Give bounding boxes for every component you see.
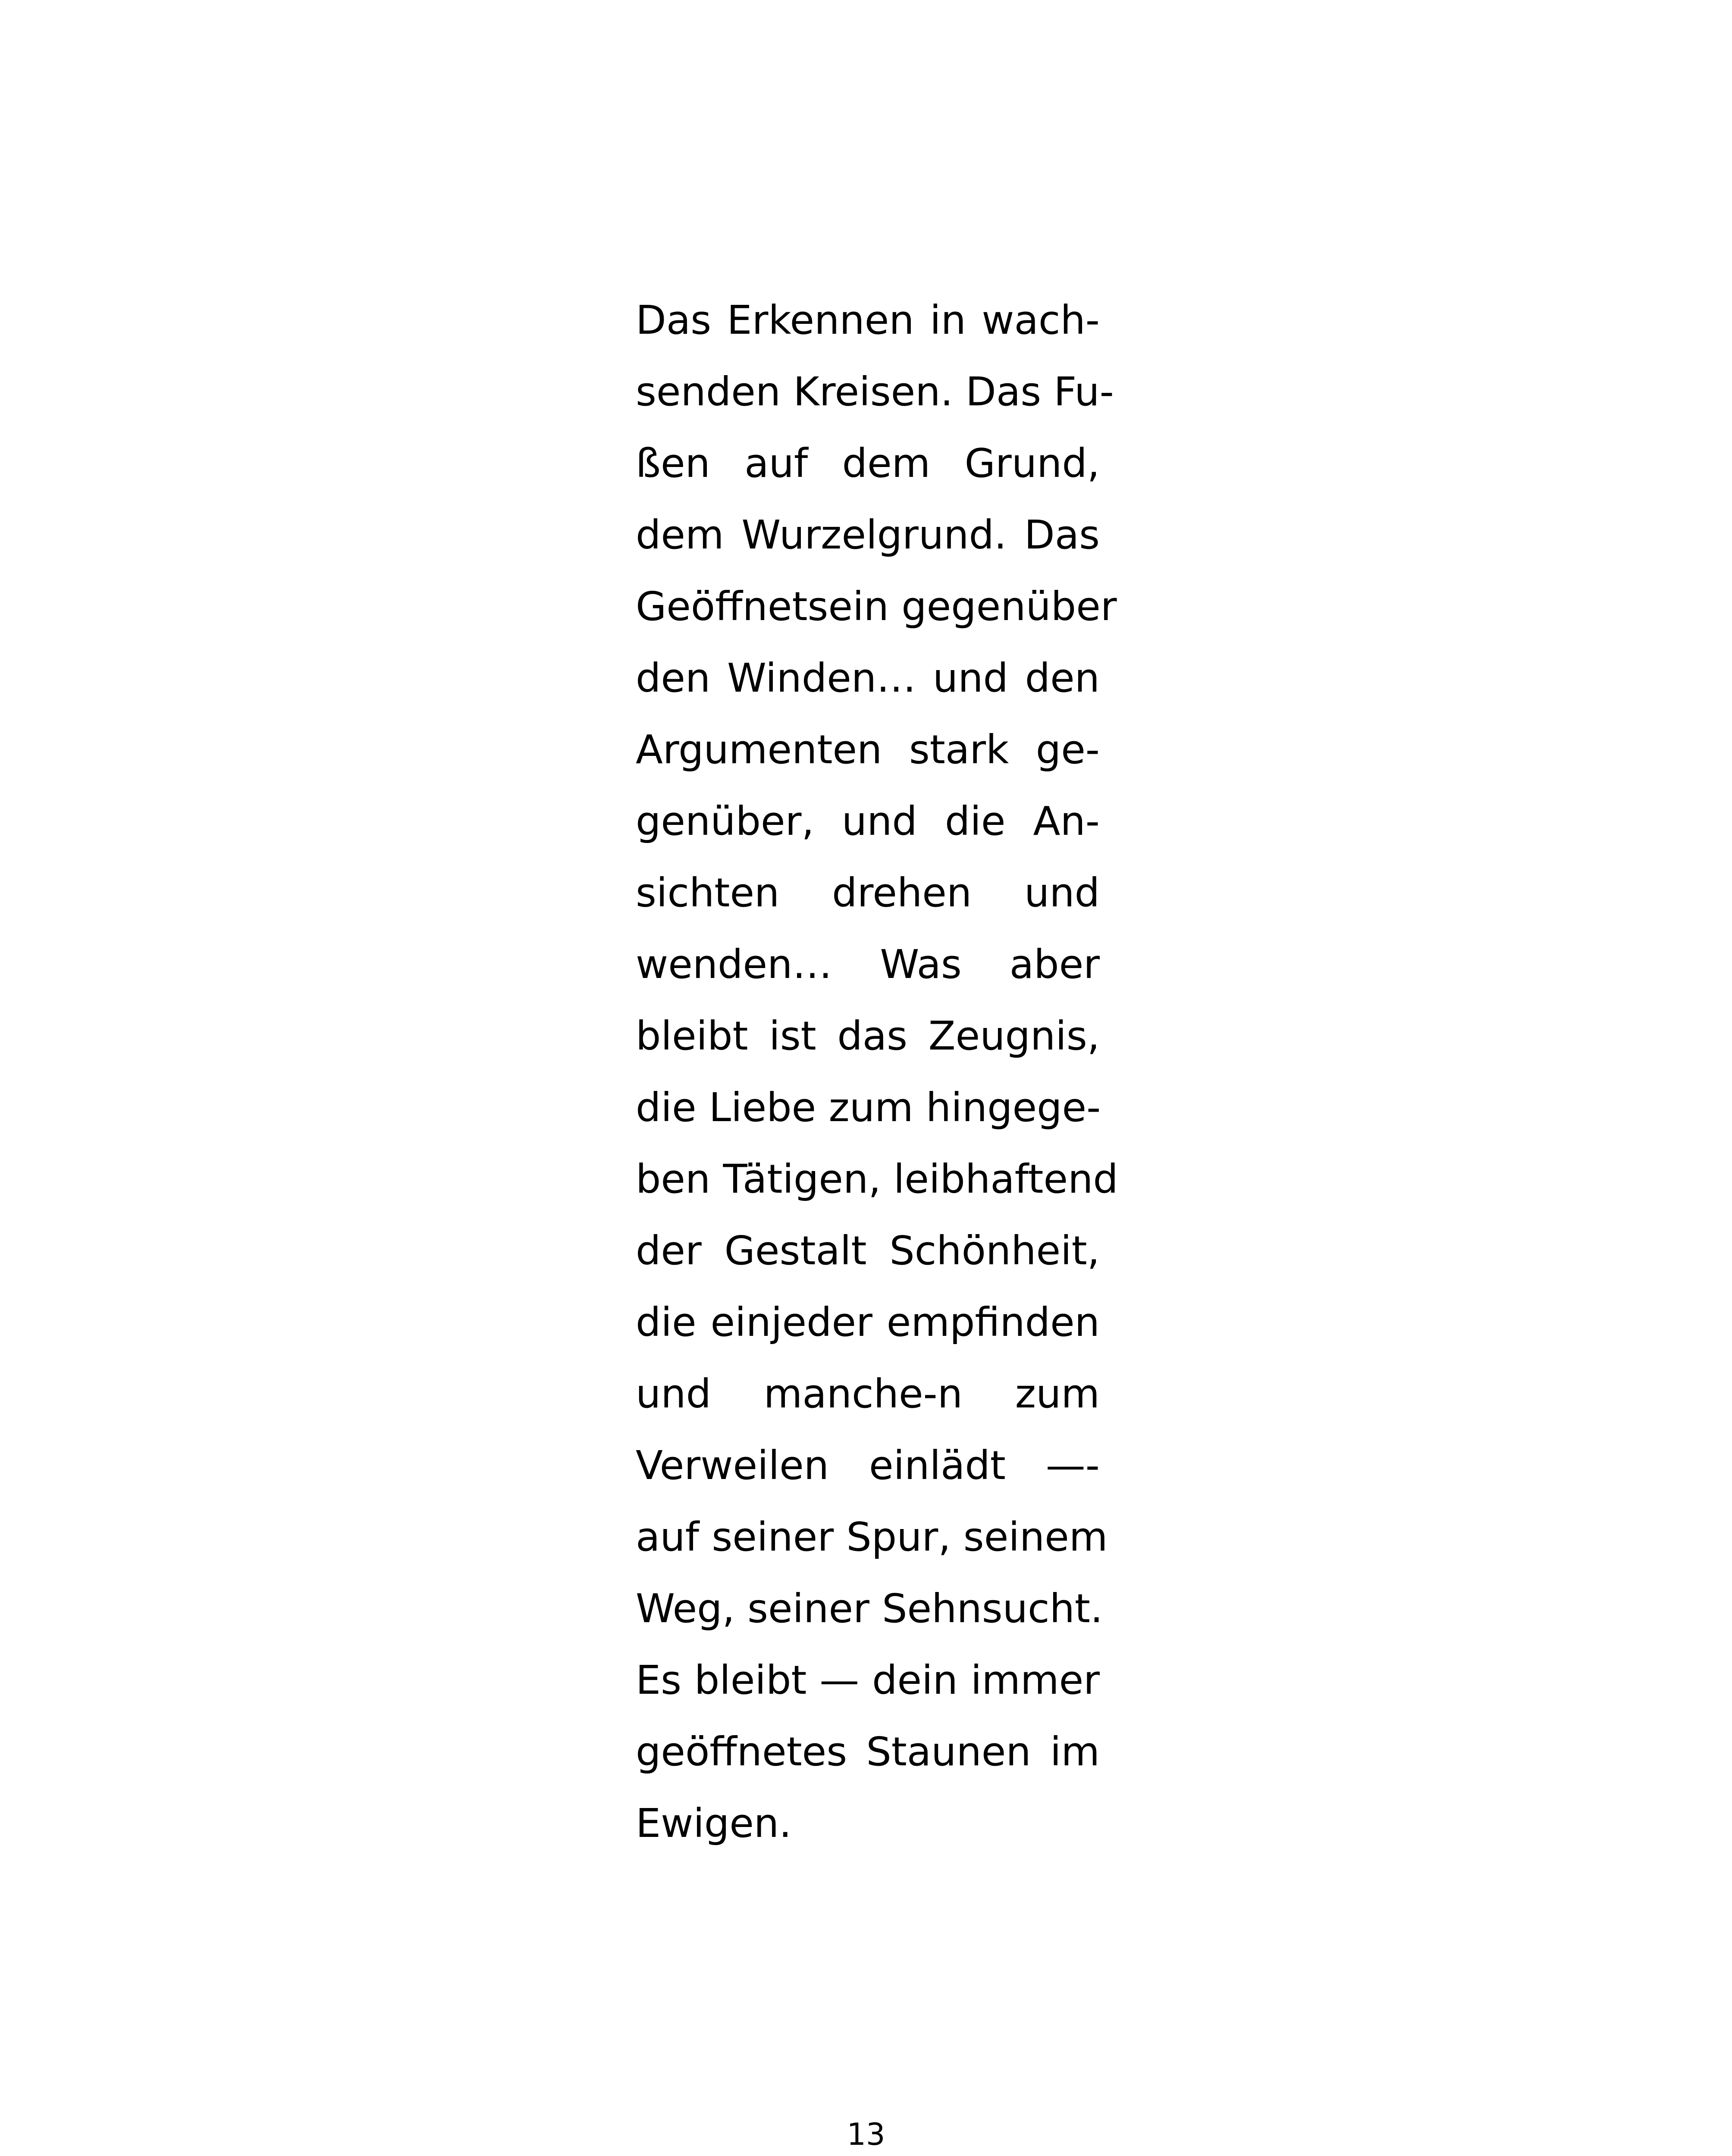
text-line: Ewigen. xyxy=(636,1800,792,1846)
text-line: Das Erkennen in wach- xyxy=(636,297,1100,343)
body-text xyxy=(636,285,1118,1859)
text-line: sichten drehen und xyxy=(636,870,1100,916)
text-line: Argumenten stark ge- xyxy=(636,727,1100,773)
text-line: und manche-n zum xyxy=(636,1371,1100,1417)
text-line: der Gestalt Schönheit, xyxy=(636,1228,1100,1274)
text-line: dem Wurzelgrund. Das xyxy=(636,512,1100,558)
text-line: ben Tätigen, leibhaftend xyxy=(636,1156,1118,1202)
text-line: auf seiner Spur, seinem xyxy=(636,1514,1108,1560)
text-line: die einjeder empfinden xyxy=(636,1299,1100,1345)
text-line: die Liebe zum hingege- xyxy=(636,1084,1101,1131)
text-line: senden Kreisen. Das Fu- xyxy=(636,369,1114,415)
text-line: ßen auf dem Grund, xyxy=(636,440,1100,486)
page-number: 13 xyxy=(847,2117,885,2152)
text-line: bleibt ist das Zeugnis, xyxy=(636,1013,1100,1059)
text-line: genüber, und die An- xyxy=(636,798,1100,844)
text-line: Weg, seiner Sehnsucht. xyxy=(636,1586,1103,1632)
text-line: Verweilen einlädt —- xyxy=(636,1442,1100,1489)
text-line: geöffnetes Staunen im xyxy=(636,1729,1100,1775)
text-line: Geöffnetsein gegenüber xyxy=(636,583,1117,630)
text-line: den Winden… und den xyxy=(636,655,1100,701)
text-line: Es bleibt — dein immer xyxy=(636,1657,1100,1703)
text-line: wenden… Was aber xyxy=(636,941,1100,987)
